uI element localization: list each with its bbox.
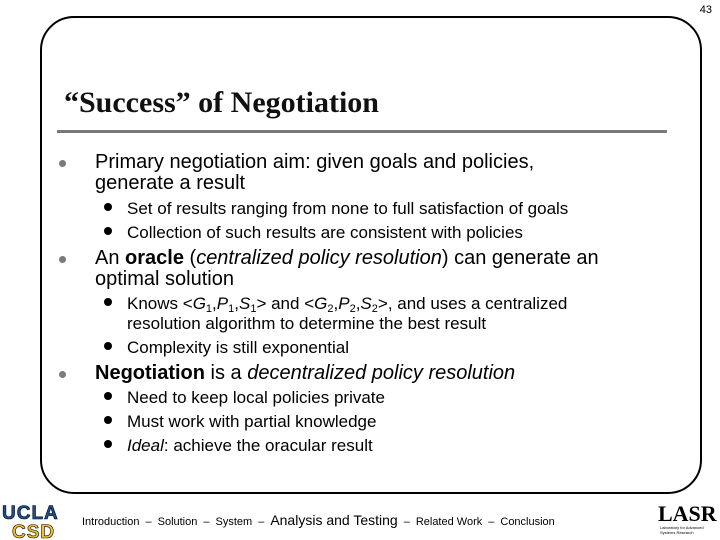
lasr-wordmark: LASR bbox=[658, 501, 717, 526]
footer-link-introduction[interactable]: Introduction bbox=[82, 516, 140, 528]
ucla-wordmark: UCLA bbox=[2, 503, 59, 524]
title-underline bbox=[57, 130, 667, 133]
csd-wordmark: CSD bbox=[12, 522, 56, 540]
lasr-logo bbox=[654, 499, 720, 540]
bullet-3-sub-2: Must work with partial knowledge bbox=[127, 412, 377, 431]
bullet-3-line-1: Negotiation is a decentralized policy resolution bbox=[95, 362, 516, 384]
centralized-term: centralized policy resolution bbox=[196, 247, 442, 269]
sub-bullet-marker bbox=[104, 416, 112, 424]
footer-link-analysis-and-testing[interactable]: Analysis and Testing bbox=[270, 512, 398, 528]
sub-bullet-marker bbox=[104, 440, 112, 448]
bullet-3 bbox=[95, 363, 675, 384]
footer-separator: – bbox=[258, 516, 265, 528]
sub-bullet-marker bbox=[104, 392, 112, 400]
footer-link-related-work[interactable]: Related Work bbox=[415, 516, 483, 528]
oracle-term: oracle bbox=[125, 247, 184, 269]
bullet-2-sub-2: Complexity is still exponential bbox=[127, 338, 350, 357]
footer-link-system[interactable]: System bbox=[215, 516, 253, 528]
sub-bullet-marker bbox=[104, 298, 112, 306]
bullet-2-line-1: An oracle (centralized policy resolution) can generate an bbox=[95, 247, 599, 269]
bullet-2-sub-1-line-1: Knows $<G_1,P_1,S_1>$ and $<G_2,P_2,S_2>$, and uses a centralized bbox=[127, 294, 568, 315]
footer-separator: – bbox=[488, 516, 495, 528]
decentralized-term: decentralized policy resolution bbox=[247, 362, 516, 384]
bullet-2 bbox=[95, 248, 675, 290]
bullet-marker bbox=[59, 160, 66, 167]
slide-title: “Success” of Negotiation bbox=[64, 86, 379, 119]
ucla-csd-logo bbox=[0, 502, 72, 540]
bullet-2-sub-1-line-2: resolution algorithm to determine the best result bbox=[127, 314, 487, 333]
footer-navigation bbox=[82, 512, 555, 528]
footer-link-conclusion[interactable]: Conclusion bbox=[500, 516, 555, 528]
sub-bullet-marker bbox=[104, 227, 112, 235]
bullet-1-sub-1: Set of results ranging from none to full satisfaction of goals bbox=[127, 199, 569, 218]
footer-separator: – bbox=[203, 516, 210, 528]
footer-separator: – bbox=[145, 516, 152, 528]
bullet-2-sub-1 bbox=[127, 294, 667, 334]
bullet-1-line-2: generate a result bbox=[95, 172, 246, 194]
footer-link-solution[interactable]: Solution bbox=[157, 516, 198, 528]
sub-bullet-marker bbox=[104, 342, 112, 350]
bullet-marker bbox=[59, 256, 66, 263]
svg-text:Laboratory for Advanced: Laboratory for Advanced bbox=[660, 525, 704, 530]
bullet-1 bbox=[95, 152, 675, 194]
bullet-marker bbox=[59, 371, 66, 378]
bullet-1-line-1: Primary negotiation aim: given goals and policies, bbox=[95, 151, 535, 173]
bullet-3-sub-1: Need to keep local policies private bbox=[127, 388, 385, 407]
negotiation-term: Negotiation bbox=[95, 362, 205, 384]
sub-bullet-marker bbox=[104, 203, 112, 211]
bullet-1-sub-2: Collection of such results are consistent with policies bbox=[127, 223, 523, 242]
footer-separator: – bbox=[403, 516, 410, 528]
page-number: 43 bbox=[699, 4, 712, 16]
svg-text:Systems Research: Systems Research bbox=[660, 530, 694, 535]
bullet-3-sub-3: Ideal: achieve the oracular result bbox=[127, 436, 373, 455]
bullet-2-line-2: optimal solution bbox=[95, 268, 234, 290]
